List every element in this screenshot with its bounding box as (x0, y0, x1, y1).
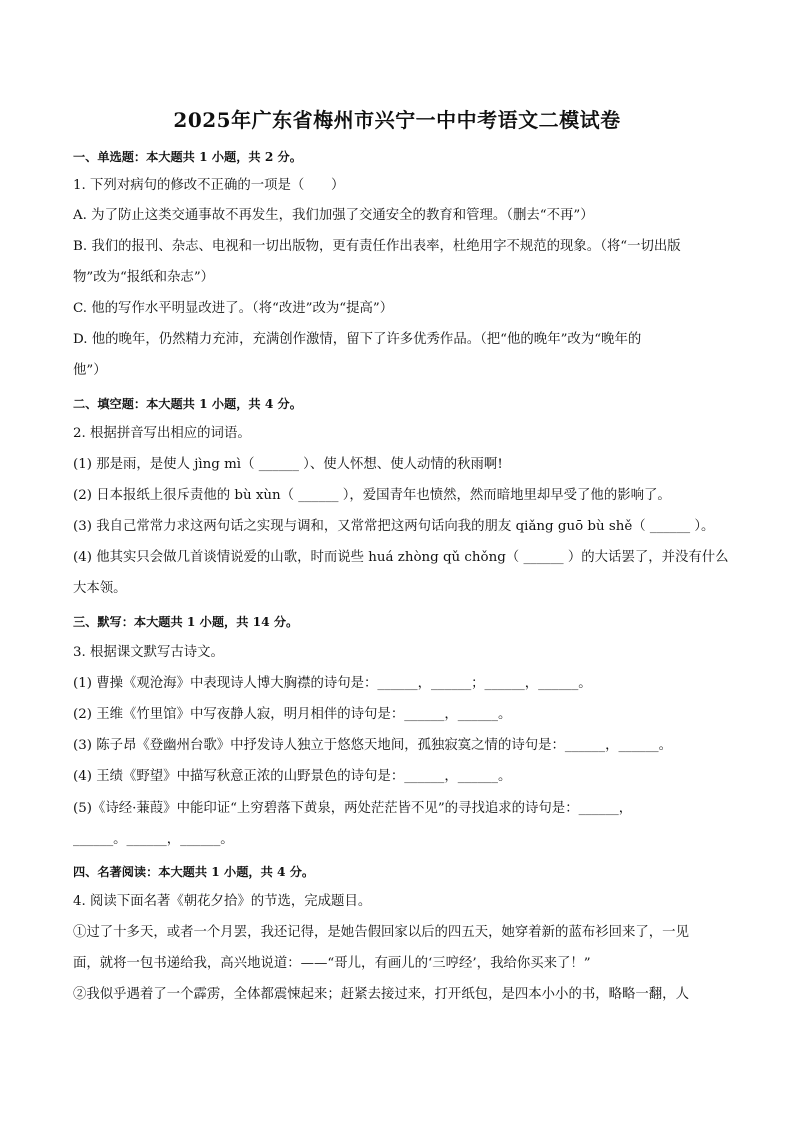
question-3-item-1: (1) 曹操《观沧海》中表现诗人博大胸襟的诗句是：______，______；______，______。 (73, 676, 592, 691)
question-2-item-1: (1) 那是雨，是使人 jìng mì（ ______ ）、使人怀想、使人动情的秋雨啊! (73, 457, 503, 472)
question-3-item-5: (5)《诗经·蒹葭》中能印证“上穷碧落下黄泉，两处茫茫皆不见”的寻找追求的诗句是：______， (73, 801, 633, 816)
section-header-single-choice: 一、单选题：本大题共 1 小题，共 2 分。 (73, 150, 302, 164)
option-d-cont: 他”） (73, 363, 107, 378)
section-header-classic-reading: 四、名著阅读：本大题共 1 小题，共 4 分。 (73, 865, 315, 879)
option-b-cont: 物”改为“报纸和杂志”） (73, 270, 215, 285)
passage-para-2: ②我似乎遇着了一个霹雳，全体都震悚起来；赶紧去接过来，打开纸包，是四本小小的书，略略一翻，人 (73, 987, 689, 1002)
question-3-item-2: (2) 王维《竹里馆》中写夜静人寂，明月相伴的诗句是：______，______。 (73, 707, 512, 722)
question-2-stem: 2. 根据拼音写出相应的词语。 (73, 426, 251, 441)
question-4-stem: 4. 阅读下面名著《朝花夕拾》的节选，完成题目。 (73, 894, 372, 909)
question-3-stem: 3. 根据课文默写古诗文。 (73, 645, 224, 660)
section-header-fill-blank: 二、填空题：本大题共 1 小题，共 4 分。 (73, 397, 302, 411)
question-3-item-3: (3) 陈子昂《登幽州台歌》中抒发诗人独立于悠悠天地间，孤独寂寞之情的诗句是：______，______。 (73, 738, 673, 753)
section-header-dictation: 三、默写：本大题共 1 小题，共 14 分。 (73, 615, 299, 629)
question-3-item-5-cont: ______。______，______。 (73, 832, 234, 847)
passage-para-1: ①过了十多天，或者一个月罢，我还记得，是她告假回家以后的四五天，她穿着新的蓝布衫回来了，一见 (73, 925, 689, 940)
question-2-item-2: (2) 日本报纸上很斥责他的 bù xùn（ ______ ），爱国青年也愤然，然而暗地里却早受了他的影响了。 (73, 488, 671, 503)
passage-para-1-cont: 面，就将一包书递给我，高兴地说道：——“哥儿，有画儿的‘三哼经’，我给你买来了！” (73, 956, 591, 971)
question-3-item-4: (4) 王绩《野望》中描写秋意正浓的山野景色的诗句是：______，______。 (73, 769, 512, 784)
option-a: A. 为了防止这类交通事故不再发生，我们加强了交通安全的教育和管理。（删去“不再”） (73, 208, 594, 223)
exam-title: 2025年广东省梅州市兴宁一中中考语文二模试卷 (173, 108, 621, 132)
question-2-item-3: (3) 我自己常常力求这两句话之实现与调和，又常常把这两句话向我的朋友 qiǎng guō bù shě（ ______ ）。 (73, 519, 715, 534)
question-1-stem: 1. 下列对病句的修改不正确的一项是（ ） (73, 178, 345, 193)
question-2-item-4: (4) 他其实只会做几首谈情说爱的山歌，时而说些 huá zhòng qǔ chǒng（ ______ ）的大话罢了，并没有什么 (73, 550, 729, 565)
option-c: C. 他的写作水平明显改进了。（将“改进”改为“提高”） (73, 301, 394, 316)
question-2-item-4-cont: 大本领。 (73, 581, 127, 596)
option-b: B. 我们的报刊、杂志、电视和一切出版物，更有责任作出表率，杜绝用字不规范的现象。（将“一切出版 (73, 239, 681, 254)
option-d: D. 他的晚年，仍然精力充沛，充满创作激情，留下了许多优秀作品。（把“他的晚年”改为“晚年的 (73, 332, 642, 347)
